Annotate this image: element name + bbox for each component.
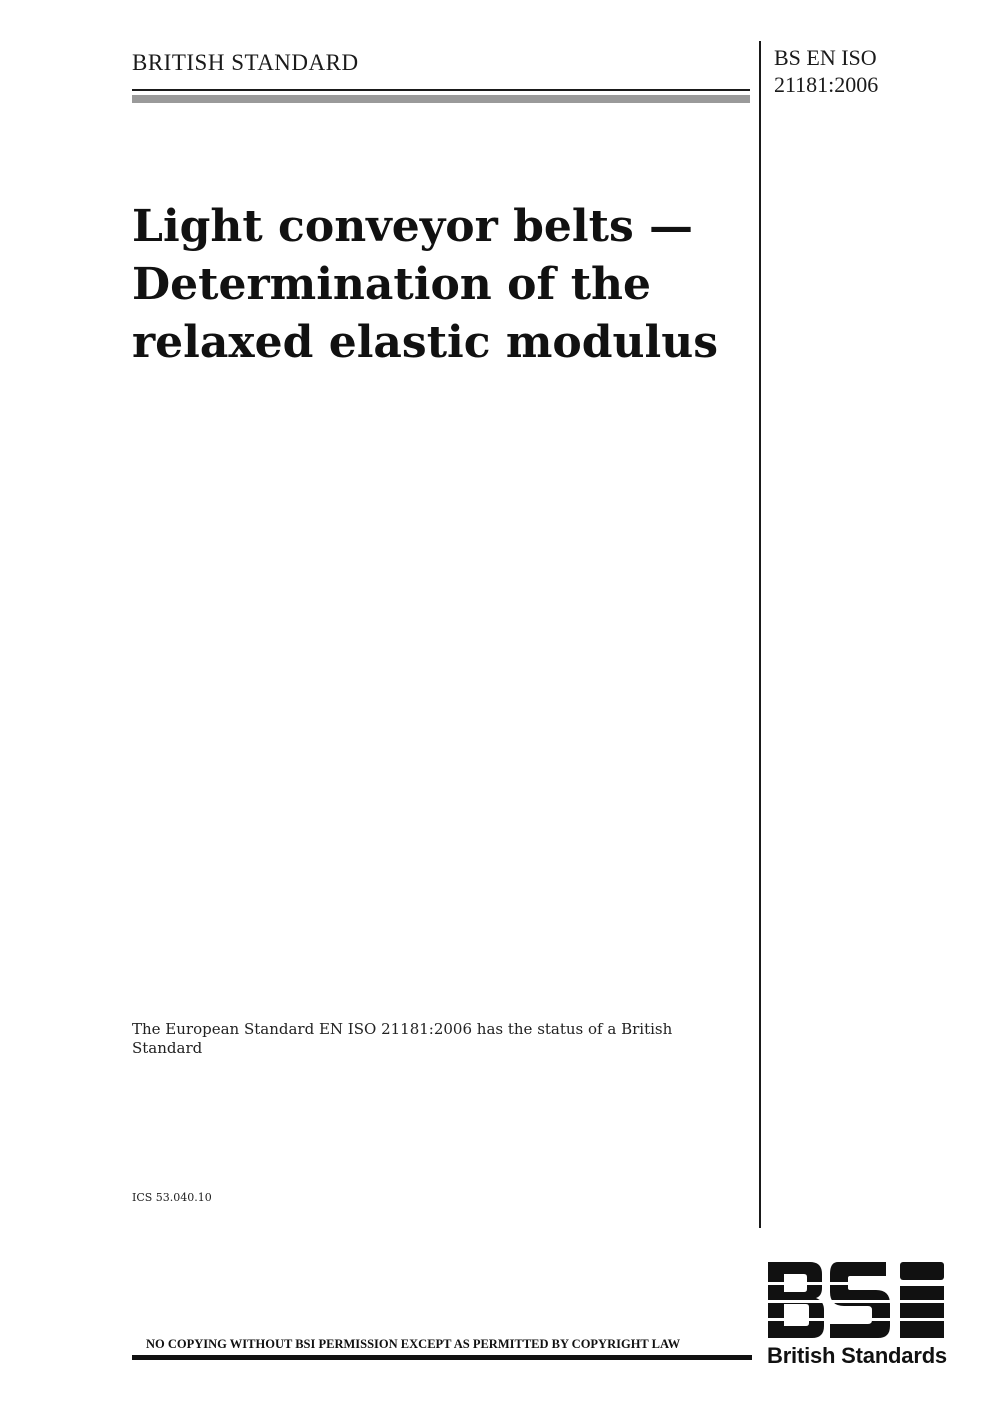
header-rule-grey bbox=[132, 95, 750, 103]
document-title bbox=[132, 198, 772, 372]
standard-number-line2: 21181:2006 bbox=[774, 72, 879, 97]
series-label: BRITISH STANDARD bbox=[132, 50, 359, 75]
title-line-2: Determination of the bbox=[132, 259, 652, 310]
title-line-1: Light conveyor belts — bbox=[132, 201, 694, 252]
standard-number-line1: BS EN ISO bbox=[774, 45, 877, 70]
title-line-3: relaxed elastic modulus bbox=[132, 317, 718, 368]
ics-code: ICS 53.040.10 bbox=[132, 1191, 212, 1204]
header-rule-thin bbox=[132, 89, 750, 91]
bsi-logo-text: British Standards bbox=[767, 1343, 947, 1368]
copyright-notice: NO COPYING WITHOUT BSI PERMISSION EXCEPT AS PERMITTED BY COPYRIGHT LAW bbox=[146, 1337, 681, 1351]
footer-rule bbox=[132, 1355, 752, 1360]
status-note: The European Standard EN ISO 21181:2006 has the status of a British Standard bbox=[132, 1020, 673, 1057]
standard-number bbox=[774, 44, 878, 98]
